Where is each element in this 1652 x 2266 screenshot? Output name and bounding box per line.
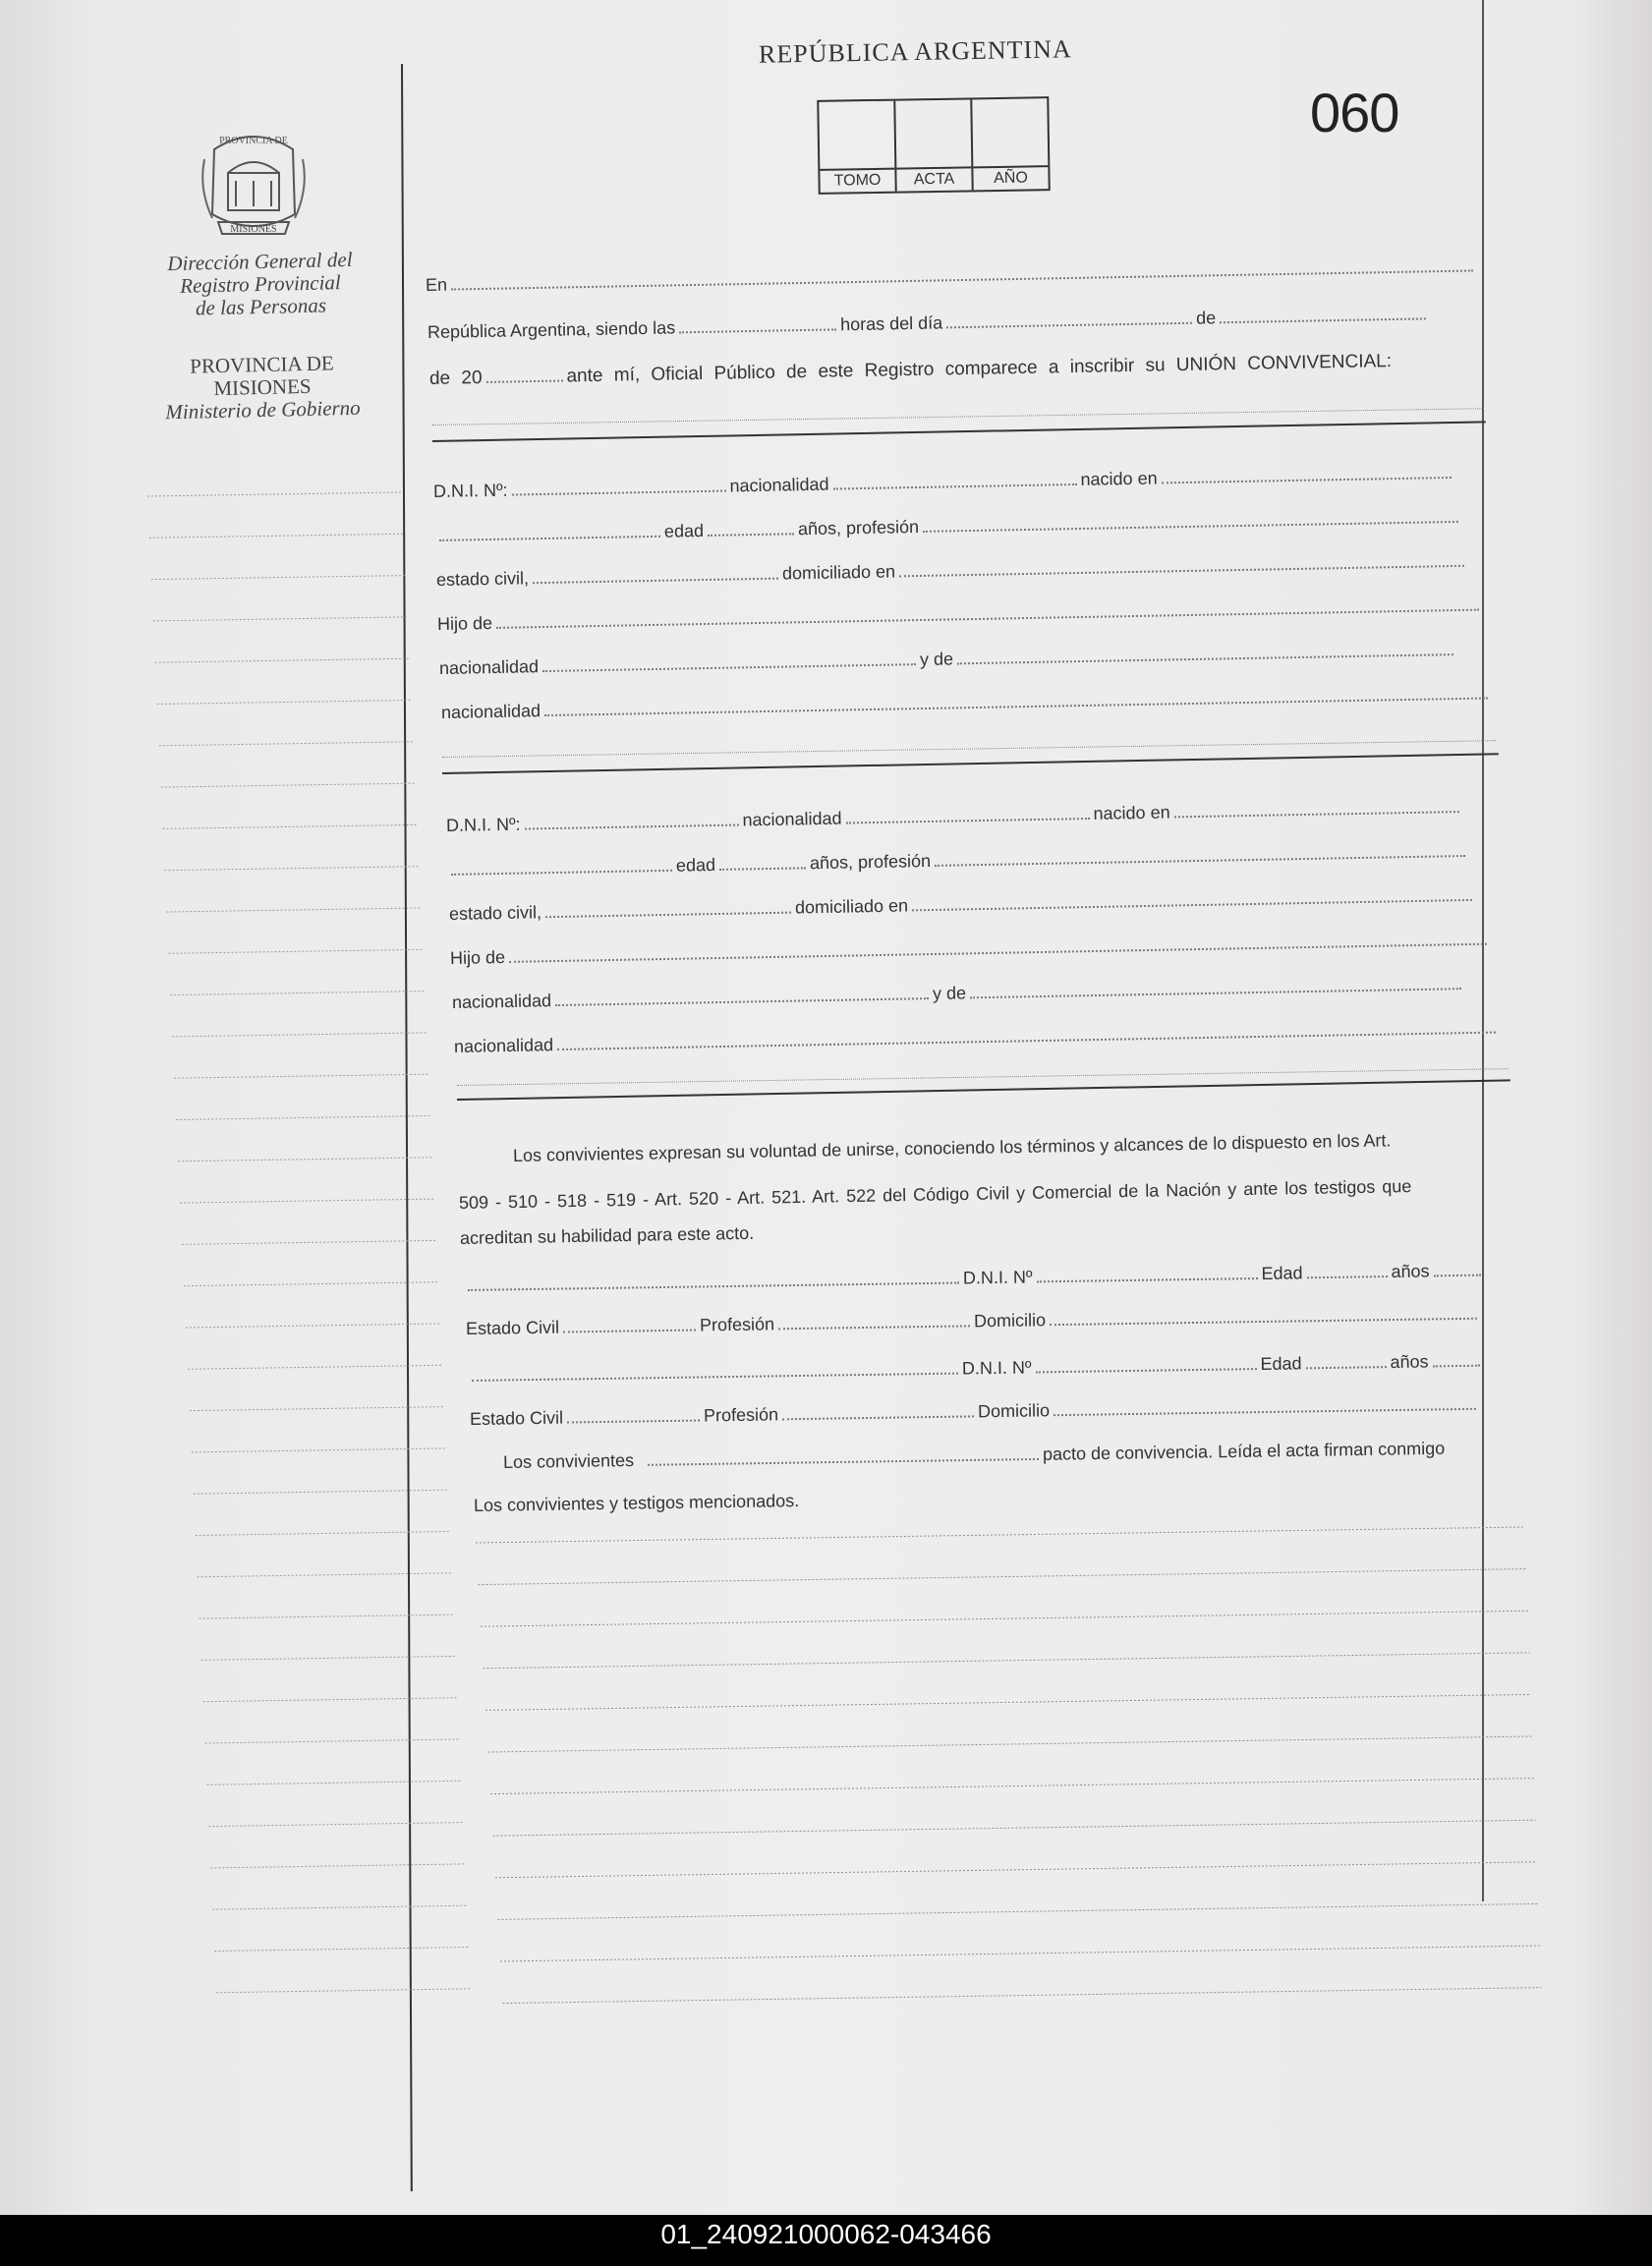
blank-note-line[interactable] — [488, 1736, 1533, 1752]
convivientes-label: Los convivientes — [502, 1450, 635, 1472]
w2-domicilio-label: Domicilio — [977, 1400, 1051, 1422]
w2-anos-label: años — [1390, 1351, 1429, 1373]
province-line-2: MISIONES — [213, 373, 312, 401]
pacto-text: pacto de convivencia. Leída el acta firman conmigo — [1042, 1438, 1446, 1464]
w2-profesion-label: Profesión — [703, 1404, 779, 1426]
province-line-1: PROVINCIA DE — [189, 351, 334, 378]
blank-note-line[interactable] — [479, 1569, 1527, 1585]
final-text: Los convivientes y testigos mencionados. — [473, 1491, 800, 1515]
p1-yde-label: y de — [919, 649, 954, 670]
p1-edad-label: edad — [663, 520, 705, 541]
blank-note-line[interactable] — [495, 1862, 1537, 1878]
p2-dni-label: D.N.I. Nº: — [445, 814, 521, 835]
p2-edad-label: edad — [675, 854, 716, 876]
p2-nacionalidad-label: nacionalidad — [742, 808, 842, 830]
w1-domicilio-label: Domicilio — [973, 1310, 1047, 1331]
folio-number: 060 — [1310, 82, 1399, 143]
blank-note-line[interactable] — [484, 1653, 1530, 1669]
p1-hijo-label: Hijo de — [436, 612, 493, 634]
p2-yde-label: y de — [932, 983, 967, 1004]
horas-label: horas del día — [839, 312, 943, 335]
p1-nacionalidad-label: nacionalidad — [729, 474, 829, 496]
blank-note-line[interactable] — [503, 1988, 1542, 2004]
p2-anos-prof-label: años, profesión — [809, 850, 932, 874]
closing-para-line-1: Los convivientes expresan su voluntad de unirse, conociendo los términos y alcances de lo dispuesto en los Art. — [512, 1130, 1392, 1165]
w1-profesion-label: Profesión — [699, 1314, 775, 1335]
blank-note-line[interactable] — [485, 1694, 1531, 1710]
p1-domiciliado-label: domiciliado en — [781, 561, 896, 584]
w1-edad-label: Edad — [1261, 1263, 1303, 1283]
republica-label: República Argentina, siendo las — [427, 317, 676, 342]
p1-estado-label: estado civil, — [435, 568, 530, 590]
p2-estado-label: estado civil, — [448, 902, 542, 924]
seal-ribbon-text: MISIONES — [230, 224, 277, 235]
w1-anos-label: años — [1391, 1261, 1430, 1282]
p2-domiciliado-label: domiciliado en — [794, 895, 909, 918]
blank-note-line[interactable] — [493, 1820, 1536, 1836]
blank-note-line[interactable] — [481, 1611, 1528, 1626]
header-title: REPÚBLICA ARGENTINA — [758, 34, 1072, 69]
acta-label: ACTA — [896, 166, 971, 191]
tomo-label: TOMO — [820, 168, 894, 193]
w1-dni-label: D.N.I. Nº — [962, 1267, 1033, 1288]
p1-dni-label: D.N.I. Nº: — [432, 480, 508, 501]
w2-estado-label: Estado Civil — [469, 1407, 564, 1429]
p2-hijo-label: Hijo de — [449, 946, 506, 968]
ante-text: ante mí, Oficial Público de este Registro comparece a inscribir su UNIÓN CONVIVENCIAL: — [566, 351, 1393, 387]
closing-para-line-2: 509 - 510 - 518 - 519 - Art. 520 - Art. 521. Art. 522 del Código Civil y Comercial de la Nación y ante los testigos que — [458, 1176, 1412, 1213]
p1-nac2-label: nacionalidad — [440, 701, 541, 722]
w2-edad-label: Edad — [1260, 1353, 1302, 1375]
p1-anos-prof-label: años, profesión — [797, 516, 920, 539]
de20-label: de 20 — [428, 368, 483, 389]
blank-note-line[interactable] — [500, 1946, 1540, 1961]
office-line-1: Dirección General del — [167, 247, 353, 276]
p2-nac1-label: nacionalidad — [451, 991, 552, 1012]
p1-nacido-label: nacido en — [1080, 468, 1158, 489]
ministry-line: Ministerio de Gobierno — [165, 395, 361, 425]
seal-top-text: PROVINCIA DE — [219, 136, 288, 146]
w2-dni-label: D.N.I. Nº — [961, 1357, 1032, 1379]
en-label: En — [425, 274, 448, 295]
w1-estado-label: Estado Civil — [465, 1317, 560, 1338]
office-line-2: Registro Provincial — [179, 270, 341, 298]
ano-label: AÑO — [973, 165, 1048, 190]
closing-para-line-3: acreditan su habilidad para este acto. — [459, 1222, 755, 1248]
blank-note-line[interactable] — [476, 1527, 1525, 1543]
p1-nac1-label: nacionalidad — [438, 656, 540, 678]
p2-nac2-label: nacionalidad — [453, 1035, 554, 1056]
office-line-3: de las Personas — [195, 293, 327, 320]
scan-id-footer: 01_240921000062-043466 — [660, 2219, 992, 2249]
blank-note-line[interactable] — [498, 1903, 1539, 1919]
blank-note-line[interactable] — [490, 1779, 1534, 1794]
p2-nacido-label: nacido en — [1093, 802, 1170, 823]
de-label: de — [1195, 308, 1217, 328]
